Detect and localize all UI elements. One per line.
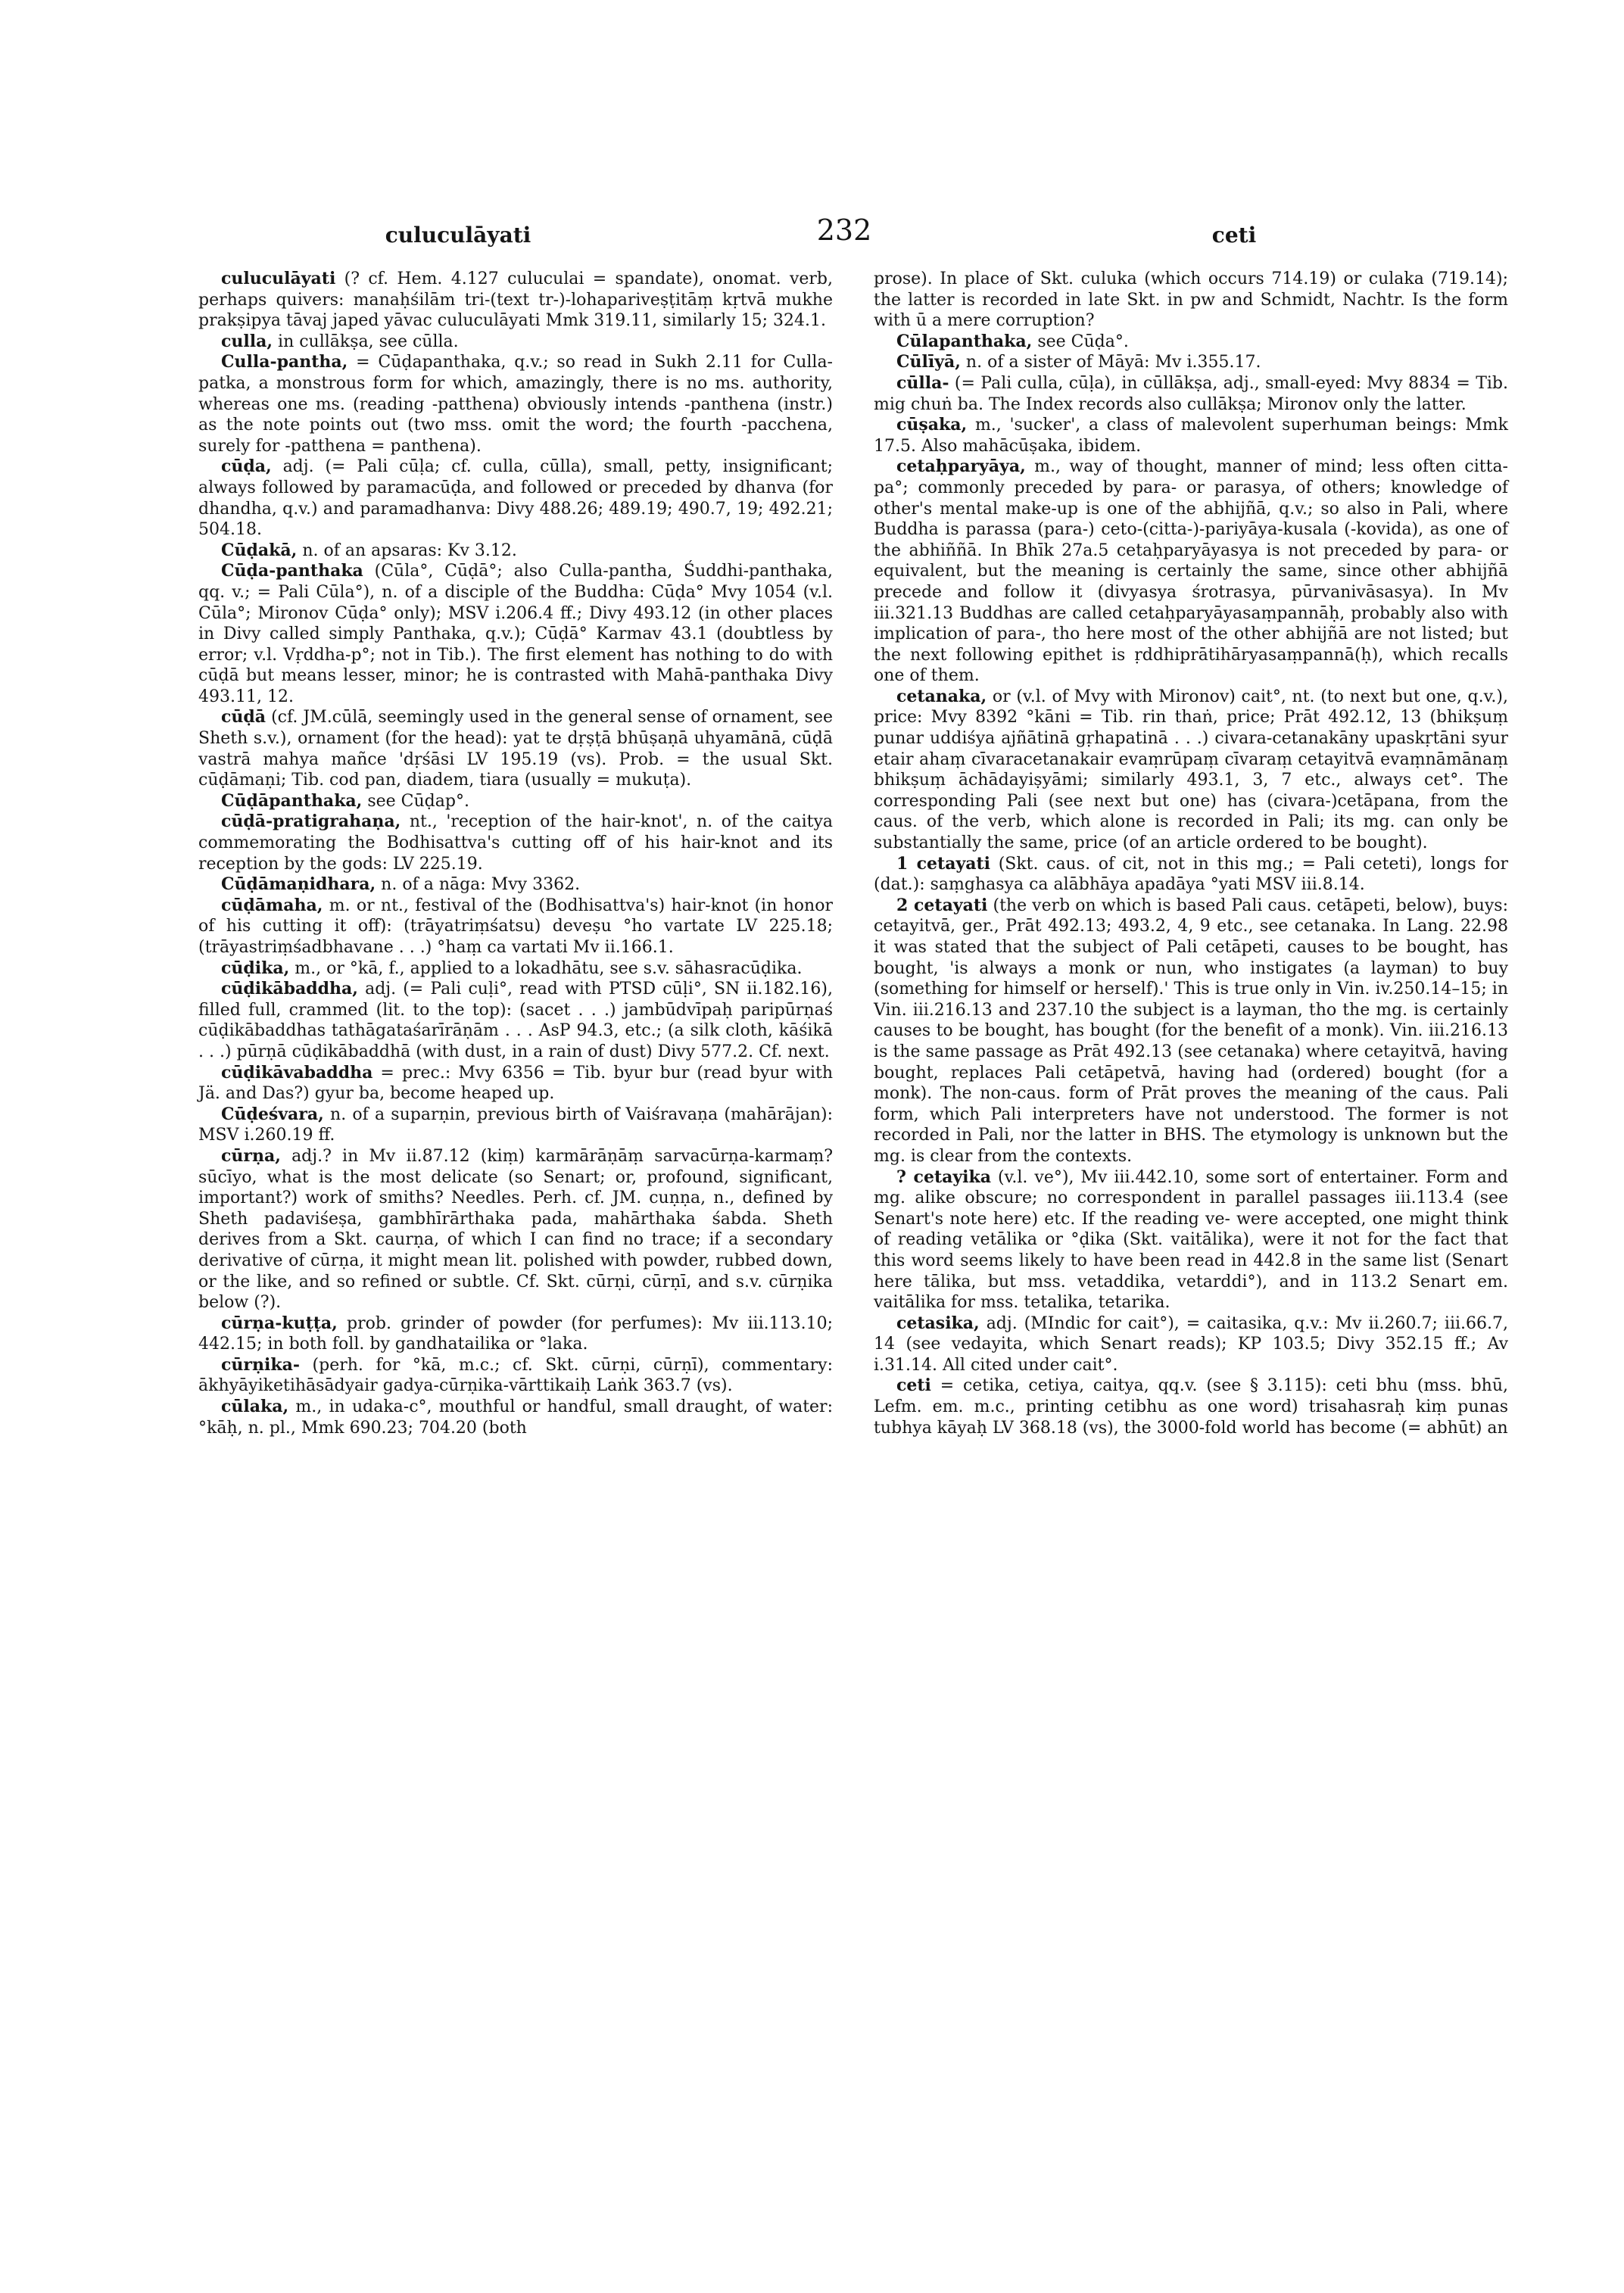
entry-body: adj.? in Mv ii.87.12 (kiṃ) karmārāṇāṃ sarvacūrṇa-karmaṃ? sūcīyo, what is the most delicate (so Senart; or, profound, significant, important?) work of smiths? Needles. Perh. cf. JM. cuṇṇa, n., defined by Sheth padaviśeṣa, gambhīrārthaka pada, mahārthaka śabda. Sheth derives from a Skt. caurṇa, of which I can find no trace; if a secondary derivative of cūrṇa, it might mean lit. polished with powder, rubbed down, or the like, and so refined or subtle. Cf. Skt. cūrṇi, cūrṇī, and s.v. cūrṇika below (?). bbox=[198, 1146, 833, 1313]
entry-headword: Cūḍakā, bbox=[221, 540, 298, 560]
entry-headword: cūrṇa, bbox=[221, 1145, 281, 1166]
entry-body: (? cf. Hem. 4.127 culuculai = spandate), onomat. verb, perhaps quivers: manaḥśilām tri-(text tr-)-lohapariveṣṭitāṃ kṛtvā mukhe prakṣipya tāvaj japed yāvac culuculāyati Mmk 319.11, similarly 15; 324.1. bbox=[198, 269, 834, 331]
dictionary-entry bbox=[874, 896, 1508, 1167]
entry-body: adj. (MIndic for cait°), = caitasika, q.v.: Mv ii.260.7; iii.66.7, 14 (see vedayita, which Senart reads); KP 103.5; Divy 352.15 ff.; Av i.31.14. All cited under cait°. bbox=[874, 1313, 1508, 1375]
entry-headword: Cūḍa-panthaka bbox=[221, 561, 363, 581]
entry-body: (perh. for °kā, m.c.; cf. Skt. cūrṇi, cūrṇī), commentary: ākhyāyiketihāsādyair gadya-cūrṇika-vārttikaiḥ Laṅk 363.7 (vs). bbox=[198, 1355, 833, 1396]
running-head bbox=[197, 213, 1510, 259]
dictionary-entry bbox=[874, 1313, 1508, 1376]
dictionary-entry bbox=[874, 415, 1508, 456]
entry-headword: cūḍikāvabaddha bbox=[221, 1062, 373, 1083]
entry-body: (v.l. ve°), Mv iii.442.10, some sort of entertainer. Form and mg. alike obscure; no correspondent in parallel passages iii.113.4 (see Senart's note here) etc. If the reading ve- were accepted, one might think of reading vetālika or °ḍika (Skt. vaitālika), were it not for the fact that this word seems likely to have been read in 442.8 in the same list (Senart here tālika, but mss. vetaddika, vetarddi°), and in 113.2 Senart em. vaitālika for mss. tetalika, tetarika. bbox=[874, 1167, 1508, 1313]
entry-headword: 1 cetayati bbox=[896, 853, 991, 874]
entry-headword: Cūḍeśvara, bbox=[221, 1104, 324, 1124]
entry-headword: cetaḥparyāya, bbox=[896, 456, 1026, 477]
entry-headword: cūḍā-pratigrahaṇa, bbox=[221, 812, 401, 832]
dictionary-entry bbox=[874, 1167, 1508, 1313]
dictionary-entry bbox=[198, 896, 833, 958]
entry-headword: cūḍikābaddha, bbox=[221, 979, 358, 999]
dictionary-entry bbox=[198, 1397, 833, 1438]
dictionary-entry bbox=[874, 269, 1508, 332]
entry-headword: cetanaka, bbox=[896, 686, 987, 706]
entry-headword: ceti bbox=[896, 1375, 931, 1396]
entry-body: = prec.: Mvy 6356 = Tib. byur bur (read byur with Jä. and Das?) gyur ba, become heaped up. bbox=[198, 1063, 833, 1104]
dictionary-entry bbox=[198, 332, 833, 353]
entry-body: n. of a nāga: Mvy 3362. bbox=[381, 875, 581, 895]
entry-headword: 2 cetayati bbox=[896, 895, 988, 915]
entry-body: prob. grinder of powder (for perfumes): Mv iii.113.10; 442.15; in both foll. by gandhatailika or °laka. bbox=[198, 1313, 833, 1354]
entry-body: m., 'sucker', a class of malevolent superhuman beings: Mmk 17.5. Also mahācūṣaka, ibidem. bbox=[874, 416, 1509, 456]
entry-headword: cūḍā bbox=[221, 707, 267, 727]
entry-body: m., way of thought, manner of mind; less often citta-pa°; commonly preceded by para- or parasya, of others; knowledge of other's mental make-up is one of the abhijñā, q.v.; so also in Pali, where Buddha is parassa (para-) ceto-(citta-)-pariyāya-kusala (-kovida), as one of the abhiññā. In Bhīk 27a.5 cetaḥparyāyasya is not preceded by para- or equivalent, but the meaning is certainly the same, since other abhijñā precede and follow it (divyasya śrotrasya, pūrvanivāsasya). In Mv iii.321.13 Buddhas are called cetaḥparyāyasaṃpannāḥ, probably also with implication of para-, tho here most of the other abhijñā are not listed; but the next following epithet is ṛddhiprātihāryasaṃpannā(ḥ), which recalls one of them. bbox=[874, 457, 1508, 686]
entry-headword: ? cetayika bbox=[896, 1167, 991, 1187]
left-guide-word: culuculāyati bbox=[385, 223, 531, 248]
entry-body: m., or °kā, f., applied to a lokadhātu, see s.v. sāhasracūḍika. bbox=[295, 958, 803, 978]
entry-headword: Cūḍāpanthaka, bbox=[221, 790, 363, 811]
dictionary-entry bbox=[874, 352, 1508, 373]
entry-body: = cetika, cetiya, caitya, qq.v. (see § 3.115): ceti bhu (mss. bhū, Lefm. em. m.c., printing cetibhu as one word) trisahasraḥ kiṃ punas tubhya kāyaḥ LV 368.18 (vs), the 3000-fold world has become (= abhūt) an bbox=[874, 1376, 1508, 1438]
dictionary-entry bbox=[198, 352, 833, 456]
entry-headword: Cūlīyā, bbox=[896, 352, 961, 372]
dictionary-entry bbox=[198, 561, 833, 707]
entry-body: = Cūḍapanthaka, q.v.; so read in Sukh 2.11 for Culla-patka, a monstrous form for which, amazingly, there is no ms. authority, whereas one ms. (reading -patthena) obviously intends -panthena (instr.) as the note points out (two mss. omit the word; the fourth -pacchena, surely for -patthena = panthena). bbox=[198, 353, 833, 456]
dictionary-entry bbox=[198, 541, 833, 562]
dictionary-entry bbox=[198, 456, 833, 540]
dictionary-entry bbox=[874, 373, 1508, 415]
dictionary-entry bbox=[874, 332, 1508, 353]
dictionary-entry bbox=[198, 958, 833, 980]
entry-headword: cūṣaka, bbox=[896, 415, 968, 435]
dictionary-entry bbox=[198, 1146, 833, 1313]
dictionary-entry bbox=[198, 874, 833, 896]
entry-body: adj. (= Pali cuḷi°, read with PTSD cūḷi°, SN ii.182.16), filled full, crammed (lit. to the top): (sacet . . .) jambūdvīpaḥ paripūrṇaś cūḍikābaddhas tathāgataśarīrāṇām . . . AsP 94.3, etc.; (a silk cloth, kāśikā . . .) pūrṇā cūḍikābaddhā (with dust, in a rain of dust) Divy 577.2. Cf. next. bbox=[198, 980, 833, 1061]
dictionary-entry bbox=[198, 1355, 833, 1397]
dictionary-entry bbox=[198, 979, 833, 1062]
dictionary-entry bbox=[198, 707, 833, 790]
entry-headword: cūlla- bbox=[896, 372, 949, 393]
dictionary-entry bbox=[874, 1375, 1508, 1438]
entry-headword: culuculāyati bbox=[221, 269, 336, 288]
entry-body: (Skt. caus. of cit, not in this mg.; = Pali ceteti), longs for (dat.): saṃghasya ca alābhāya apadāya °yati MSV iii.8.14. bbox=[874, 854, 1508, 895]
entry-body: (cf. JM.cūlā, seemingly used in the general sense of ornament, see Sheth s.v.), ornament (for the head): yat te dṛṣṭā bhūṣaṇā uhyamānā, cūḍā vastrā mahya mañce 'dṛśāsi LV 195.19 (vs). Prob. = the usual Skt. cūḍāmaṇi; Tib. cod pan, diadem, tiara (usually = mukuṭa). bbox=[198, 708, 834, 790]
dictionary-entry bbox=[198, 1313, 833, 1355]
dictionary-entry bbox=[198, 1063, 833, 1104]
entry-body: nt., 'reception of the hair-knot', n. of the caitya commemorating the Bodhisattva's cutting off of his hair-knot and its reception by the gods: LV 225.19. bbox=[198, 812, 834, 874]
left-column bbox=[198, 269, 833, 1438]
dictionary-entry bbox=[874, 687, 1508, 854]
entry-headword: cūrṇa-kuṭṭa, bbox=[221, 1313, 338, 1333]
right-guide-word: ceti bbox=[1211, 223, 1257, 248]
page-number: 232 bbox=[816, 213, 872, 247]
entry-body: see Cūḍap°. bbox=[367, 791, 469, 811]
dictionary-entry bbox=[198, 1104, 833, 1146]
dictionary-entry bbox=[874, 456, 1508, 687]
entry-headword: cūlaka, bbox=[221, 1397, 289, 1417]
right-column bbox=[874, 269, 1508, 1438]
dictionary-entry bbox=[874, 854, 1508, 896]
entry-body: see Cūḍa°. bbox=[1037, 332, 1129, 351]
dictionary-entry bbox=[198, 812, 833, 874]
entry-headword: cetasika, bbox=[896, 1313, 980, 1333]
entry-headword: Cūlapanthaka, bbox=[896, 331, 1033, 351]
entry-headword: cūḍa, bbox=[221, 456, 272, 477]
dictionary-entry bbox=[198, 269, 833, 332]
entry-body: (= Pali culla, cūḷa), in cūllākṣa, adj., small-eyed: Mvy 8834 = Tib. mig chuṅ ba. The Index records also cullākṣa; Mironov only the latter. bbox=[874, 373, 1508, 414]
entry-body: prose). In place of Skt. culuka (which occurs 714.19) or culaka (719.14); the latter is recorded in late Skt. in pw and Schmidt, Nachtr. Is the form with ū a mere corruption? bbox=[874, 269, 1508, 331]
entry-body: m., in udaka-c°, mouthful or handful, small draught, of water: °kāḥ, n. pl., Mmk 690.23; 704.20 (both bbox=[198, 1397, 833, 1438]
entry-headword: Cūḍāmaṇidhara, bbox=[221, 874, 376, 895]
entry-headword: cūḍāmaha, bbox=[221, 895, 323, 915]
dictionary-entry bbox=[198, 791, 833, 812]
entry-headword: cūḍika, bbox=[221, 958, 290, 978]
entry-body: m. or nt., festival of the (Bodhisattva's) hair-knot (in honor of his cutting it off): (trāyatriṃśatsu) deveṣu °ho vartate LV 225.18; (trāyastriṃśadbhavane . . .) °haṃ ca vartati Mv ii.166.1. bbox=[198, 896, 833, 957]
entry-body: adj. (= Pali cūḷa; cf. culla, cūlla), small, petty, insignificant; always followed by paramacūḍa, and followed or preceded by dhanva (for dhandha, q.v.) and paramadhanva: Divy 488.26; 489.19; 490.7, 19; 492.21; 504.18. bbox=[198, 457, 833, 540]
entry-body: in cullākṣa, see cūlla. bbox=[278, 332, 459, 351]
entry-headword: culla, bbox=[221, 331, 273, 351]
entry-headword: cūrṇika- bbox=[221, 1354, 300, 1375]
entry-body: n. of an apsaras: Kv 3.12. bbox=[302, 541, 517, 560]
entry-body: (the verb on which is based Pali caus. cetāpeti, below), buys: cetayitvā, ger., Prāt 492.13; 493.2, 4, 9 etc., see cetanaka. In Lang. 22.98 it was stated that the subject of Pali cetāpeti, causes to be bought, has bought, 'is always a monk or nun, who instigates (a layman) to buy (something for himself or herself).' This is true only in Vin. iv.250.14–15; in Vin. iii.216.13 and 237.10 the subject is a layman, tho the mg. is certainly causes to be bought, has bought (for the benefit of a monk). Vin. iii.216.13 is the same passage as Prāt 492.13 (see cetanaka) where cetayitvā, having bought, replaces Pali cetāpetvā, having had (ordered) bought (for a monk). The non-caus. form of Prāt proves the meaning of the caus. Pali form, which Pali interpreters have not understood. The former is not recorded in Pali, nor the latter in BHS. The etymology is unknown but the mg. is clear from the contexts. bbox=[874, 896, 1508, 1166]
entry-headword: Culla-pantha, bbox=[221, 352, 348, 372]
entry-body: or (v.l. of Mvy with Mironov) cait°, nt. (to next but one, q.v.), price: Mvy 8392 °kāni = Tib. rin thaṅ, price; Prāt 492.12, 13 (bhikṣuṃ punar uddiśya ajñātinā gṛhapatinā . . .) civara-cetanakāny upaskṛtāni syur etair ahaṃ cīvaracetanakair evaṃrūpaṃ cīvaraṃ cetayitvā evaṃnāmānaṃ bhikṣuṃ āchādayiṣyāmi; similarly 493.1, 3, 7 etc., always cet°. The corresponding Pali (see next but one) has (civara-)cetāpana, from the caus. of the verb, which alone is recorded in Pali; its mg. can only be substantially the same, price (of an article ordered to be bought). bbox=[874, 687, 1508, 853]
entry-body: n. of a sister of Māyā: Mv i.355.17. bbox=[965, 353, 1261, 372]
entry-body: (Cūla°, Cūḍā°; also Culla-pantha, Śuddhi-panthaka, qq. v.; = Pali Cūla°), n. of a disciple of the Buddha: Cūḍa° Mvy 1054 (v.l. Cūla°; Mironov Cūḍa° only); MSV i.206.4 ff.; Divy 493.12 (in other places in Divy called simply Panthaka, q.v.); Cūḍā° Karmav 43.1 (doubtless by error; v.l. Vṛddha-p°; not in Tib.). The first element has nothing to do with cūḍā but means lesser, minor; he is contrasted with Mahā-panthaka Divy 493.11, 12. bbox=[198, 562, 833, 706]
entry-body: n. of a suparṇin, previous birth of Vaiśravaṇa (mahārājan): MSV i.260.19 ff. bbox=[198, 1104, 833, 1145]
